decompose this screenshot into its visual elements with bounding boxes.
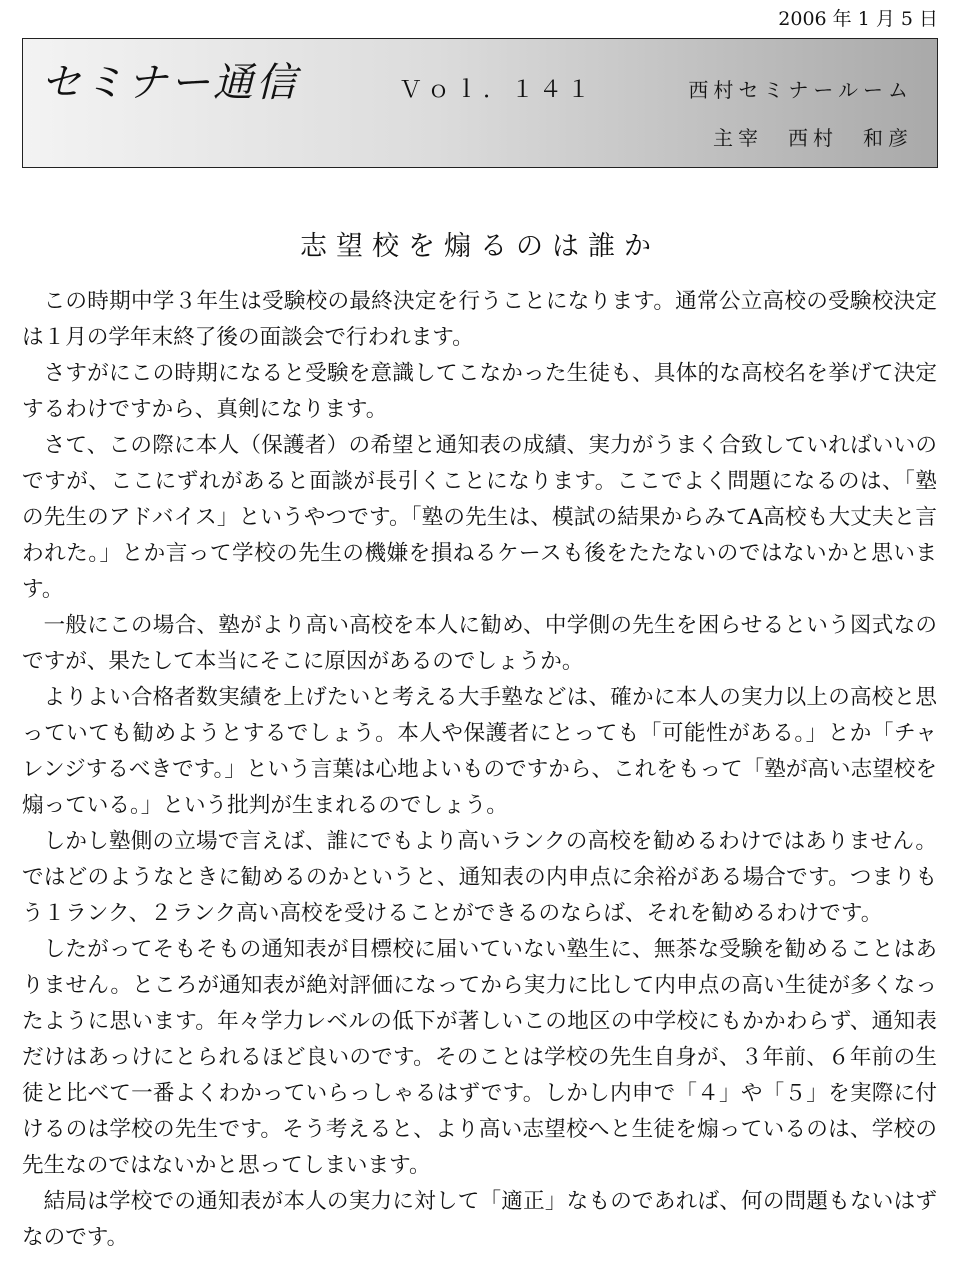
- paragraph: したがってそもそもの通知表が目標校に届いていない塾生に、無茶な受験を勧めることはありません。ところが通知表が絶対評価になってから実力に比して内申点の高い生徒が多くなったように思います。年々学力レベルの低下が著しいこの地区の中学校にもかかわらず、通知表だけはあっけにとられるほど良いのです。そのことは学校の先生自身が、３年前、６年前の生徒と比べて一番よくわかっていらっしゃるはずです。しかし内申で「４」や「５」を実際に付けるのは学校の先生です。そう考えると、より高い志望校へと生徒を煽っているのは、学校の先生なのではないかと思ってしまいます。: [22, 937, 937, 1178]
- paragraph: 一般にこの場合、塾がより高い高校を本人に勧め、中学側の先生を困らせるという図式なのですが、果たして本当にそこに原因があるのでしょうか。: [22, 613, 937, 674]
- article-body: [22, 284, 937, 1256]
- paragraph: さすがにこの時期になると受験を意識してこなかった生徒も、具体的な高校名を挙げて決定するわけですから、真剣になります。: [22, 361, 937, 422]
- paragraph: この時期中学３年生は受験校の最終決定を行うことになります。通常公立高校の受験校決定は１月の学年末終了後の面談会で行われます。: [22, 289, 937, 350]
- paragraph: よりよい合格者数実績を上げたいと考える大手塾などは、確かに本人の実力以上の高校と思っていても勧めようとするでしょう。本人や保護者にとっても「可能性がある。」とか「チャレンジするべきです。」という言葉は心地よいものですから、これをもって「塾が高い志望校を煽っている。」という批判が生まれるのでしょう。: [22, 685, 937, 818]
- host-name: 主宰 西村 和彦: [713, 126, 913, 150]
- paragraph: さて、この際に本人（保護者）の希望と通知表の成績、実力がうまく合致していればいいのですが、ここにずれがあると面談が長引くことになります。ここでよく問題になるのは、「塾の先生のアドバイス」というやつです。「塾の先生は、模試の結果からみてA高校も大丈夫と言われた。」とか言って学校の先生の機嫌を損ねるケースも後をたたないのではないかと思います。: [22, 433, 937, 602]
- paragraph: 結局は学校での通知表が本人の実力に対して「適正」なものであれば、何の問題もないはずなのです。: [22, 1189, 937, 1250]
- issue-date: 2006 年 1 月 5 日: [778, 8, 938, 30]
- organization-name: 西村セミナールーム: [688, 78, 913, 102]
- article-title: 志望校を煽るのは誰か: [300, 231, 660, 262]
- volume-number: Ｖｏｌ．１４１: [399, 77, 595, 103]
- newsletter-header: [22, 38, 938, 168]
- paragraph: しかし塾側の立場で言えば、誰にでもより高いランクの高校を勧めるわけではありません。ではどのようなときに勧めるのかというと、通知表の内申点に余裕がある場合です。つまりもう１ランク、２ランク高い高校を受けることができるのならば、それを勧めるわけです。: [22, 829, 937, 926]
- newsletter-title: セミナー通信: [41, 60, 299, 106]
